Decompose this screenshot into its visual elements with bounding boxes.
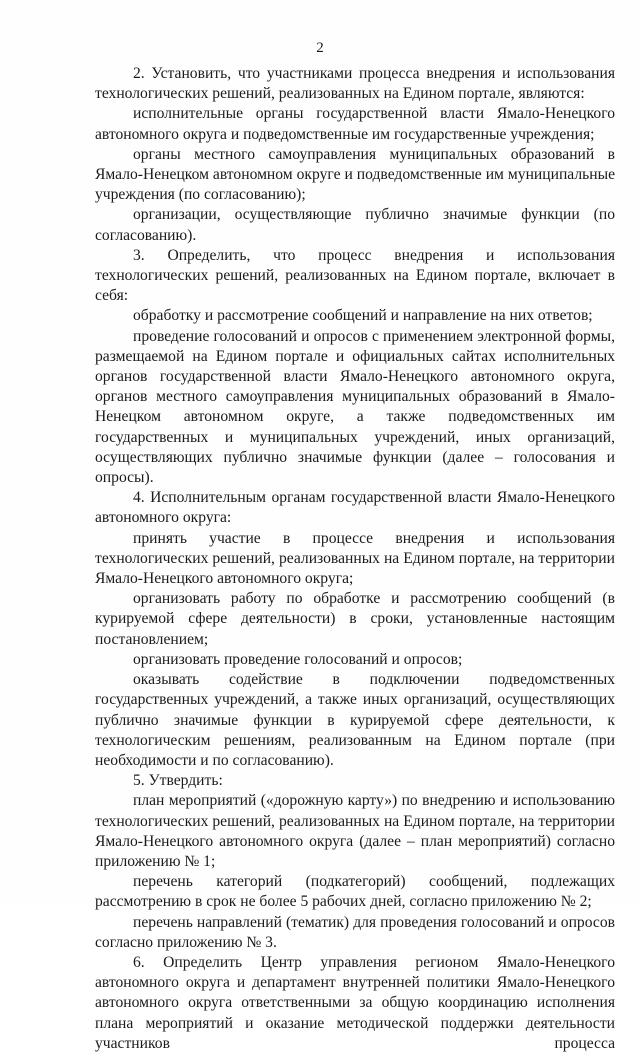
paragraph: организовать проведение голосований и опросов;: [133, 650, 463, 668]
paragraph: 4. Исполнительным органам государственной власти Ямало-Ненецкого автономного округа:: [95, 489, 615, 527]
paragraph: организовать работу по обработке и рассмотрению сообщений (в курируемой сфере деятельности) в сроки, установленные настоящим постановлением;: [95, 590, 615, 648]
paragraph: организации, осуществляющие публично значимые функции (по согласованию).: [95, 206, 615, 244]
paragraph: перечень направлений (тематик) для проведения голосований и опросов согласно приложению № 3.: [95, 913, 615, 951]
paragraph: 2. Установить, что участниками процесса внедрения и использования технологических решений, реализованных на Едином портале, являются:: [95, 65, 615, 103]
paragraph: 5. Утвердить:: [133, 772, 223, 790]
paragraph: проведение голосований и опросов с применением электронной формы, размещаемой на Едином портале и официальных сайтах исполнительных органов государственной власти Ямало-Ненецкого автономного округа, органов местного самоуправления муниципальных образований в Ямало-Ненецком автономном округе, а также подведомственных им государственных и муниципальных учреждений, иных организаций, осуществляющих публично значимые функции (далее – голосования и опросы).: [95, 327, 615, 487]
paragraph: органы местного самоуправления муниципальных образований в Ямало-Ненецком автономном округе и подведомственные им муниципальные учреждения (по согласованию);: [95, 145, 615, 204]
paragraph: 6. Определить Центр управления регионом Ямало-Ненецкого автономного округа и департамент внутренней политики Ямало-Ненецкого автономного округа ответственными за общую координацию исполнения плана мероприятий и оказание методической поддержки деятельности участников процесса: [95, 953, 615, 1052]
paragraph: план мероприятий («дорожную карту») по внедрению и использованию технологических решений, реализованных на Едином портале, на территории Ямало-Ненецкого автономного округа (далее – план мероприятий) согласно приложению № 1;: [95, 792, 615, 870]
paragraph: 3. Определить, что процесс внедрения и использования технологических решений, реализованных на Едином портале, включает в себя:: [95, 246, 615, 305]
paragraph: исполнительные органы государственной власти Ямало-Ненецкого автономного округа и подведомственные им государственные учреждения;: [95, 105, 615, 143]
document-body: [95, 64, 615, 1054]
paragraph: перечень категорий (подкатегорий) сообщений, подлежащих рассмотрению в срок не более 5 рабочих дней, согласно приложению № 2;: [95, 873, 615, 911]
paragraph: принять участие в процессе внедрения и использования технологических решений, реализованных на Едином портале, на территории Ямало-Ненецкого автономного округа;: [95, 529, 615, 588]
page-number: 2: [316, 40, 324, 56]
paragraph: обработку и рассмотрение сообщений и направление на них ответов;: [133, 307, 593, 325]
paragraph: оказывать содействие в подключении подведомственных государственных учреждений, а также иных организаций, осуществляющих публично значимые функции в курируемой сфере деятельности, к технологическим решениям, реализованным на Едином портале (при необходимости и по согласованию).: [95, 671, 615, 769]
